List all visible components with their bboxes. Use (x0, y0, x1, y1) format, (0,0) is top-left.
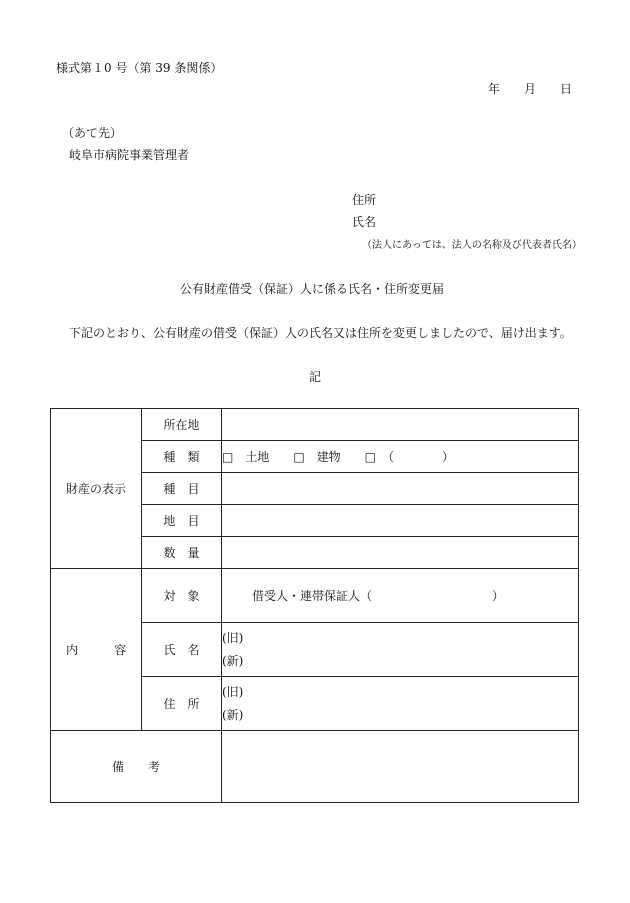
name-change-field[interactable] (222, 623, 579, 677)
target-label: 対 象 (142, 569, 222, 623)
land-category-label: 地 目 (142, 505, 222, 537)
name-label: 氏 名 (142, 623, 222, 677)
location-field[interactable] (222, 409, 579, 441)
ki-label: 記 (309, 370, 322, 384)
applicant-name-note: （法人にあっては、法人の名称及び代表者氏名） (362, 240, 582, 251)
name-new-label: (新) (222, 653, 244, 668)
property-section-label: 財産の表示 (51, 409, 142, 569)
quantity-label: 数 量 (142, 537, 222, 569)
address-old-label: (旧) (222, 684, 244, 699)
name-old-label: (旧) (222, 630, 244, 645)
addressee: 岐阜市病院事業管理者 (69, 148, 190, 162)
land-category-field[interactable] (222, 505, 579, 537)
date-line: 年 月 日 (488, 82, 573, 96)
location-label: 所在地 (142, 409, 222, 441)
target-value[interactable]: 借受人・連帯保証人（ ） (222, 569, 579, 623)
content-section-label: 内 容 (51, 569, 142, 731)
form-number: 様式第１0 号（第 39 条関係） (56, 61, 223, 75)
quantity-field[interactable] (222, 537, 579, 569)
body-text: 下記のとおり、公有財産の借受（保証）人の氏名又は住所を変更しましたので、届け出ます。 (69, 326, 572, 340)
property-change-table (50, 408, 579, 803)
address-label: 住 所 (142, 677, 222, 731)
address-new-label: (新) (222, 707, 244, 722)
remarks-field[interactable] (222, 731, 579, 803)
remarks-label: 備 考 (51, 731, 222, 803)
applicant-address-label: 住所 (352, 193, 377, 207)
applicant-name-label: 氏名 (352, 215, 377, 229)
kind-options[interactable]: □ 土地 □ 建物 □ （ ） (222, 441, 579, 473)
item-field[interactable] (222, 473, 579, 505)
addressee-label: （あて先） (62, 126, 123, 140)
item-label: 種 目 (142, 473, 222, 505)
kind-label: 種 類 (142, 441, 222, 473)
address-change-field[interactable] (222, 677, 579, 731)
document-title: 公有財産借受（保証）人に係る氏名・住所変更届 (180, 282, 445, 296)
